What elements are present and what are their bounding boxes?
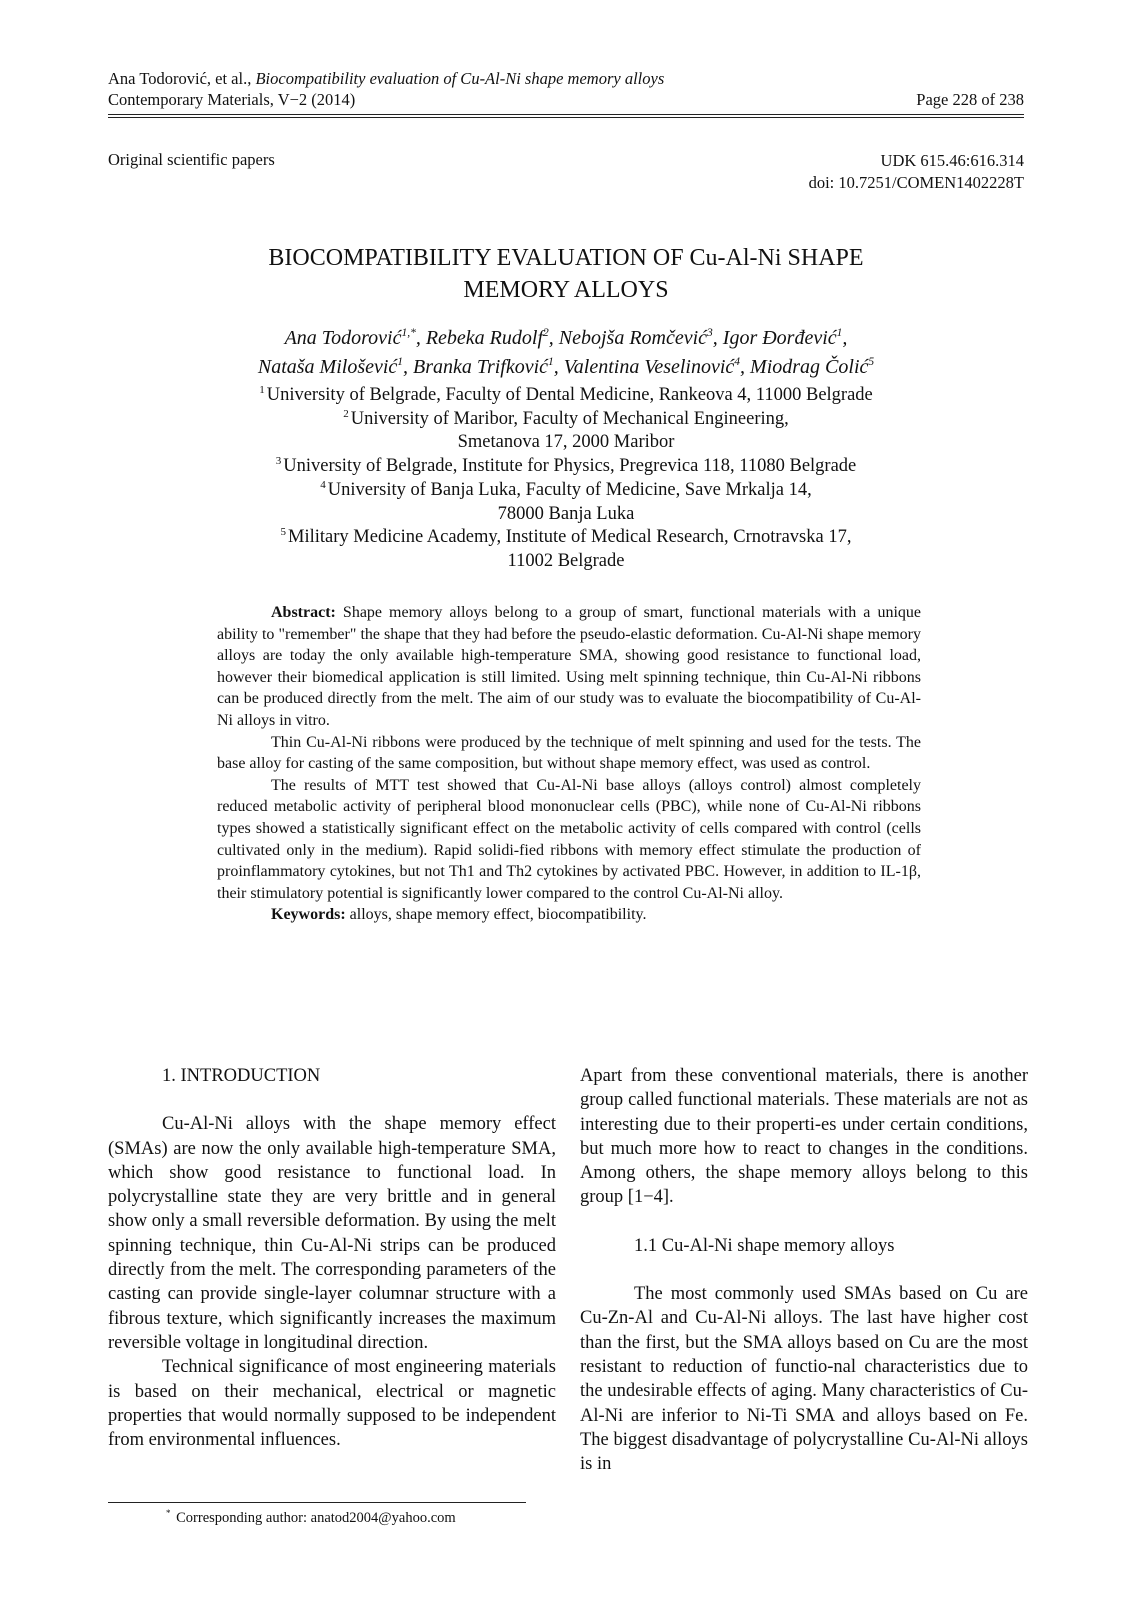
- author-name: Valentina Veselinović: [563, 356, 735, 378]
- body-paragraph: The most commonly used SMAs based on Cu are Cu-Zn-Al and Cu-Al-Ni alloys. The last have higher cost than the first, but the SMA alloys based on Cu are the most resistant to reduction of functio-nal characteristics due to the undesirable effects of aging. Many characteristics of Cu-Al-Ni are inferior to Ni-Ti SMA and alloys based on Fe. The biggest disadvantage of polycrystalline Cu-Al-Ni alloys is in: [580, 1284, 1028, 1475]
- author-affiliation-mark: 4: [734, 356, 741, 368]
- paper-identifiers: [809, 150, 1024, 194]
- header-rule-double: [108, 117, 1024, 118]
- body-column-left: [108, 1064, 556, 1452]
- subsection-heading: 1.1 Cu-Al-Ni shape memory alloys: [634, 1235, 895, 1256]
- author-name: Nebojša Romčević: [558, 327, 708, 349]
- affiliation-4-address: 78000 Banja Luka: [497, 503, 635, 524]
- paper-title: [160, 242, 972, 306]
- body-paragraph: Apart from these conventional materials, there is another group called functional materials. These materials are not as interesting due to their properti-es under certain conditions, but much more how to react to changes in the conditions. Among others, the shape memory alloys belong to this group [1−4].: [580, 1066, 1028, 1208]
- header-citation: [108, 68, 1024, 89]
- abstract-label: Abstract:: [271, 604, 336, 621]
- body-paragraph: Technical significance of most engineering materials is based on their mechanical, electrical or magnetic properties that would normally supposed to be independent from environmental influences.: [108, 1357, 556, 1451]
- author-affiliation-mark: 1: [836, 327, 843, 339]
- author-line-2: Nataša Milošević$^1$, Branka Trifković$^1$, Valentina Veselinović$^4$, Miodrag Čolić$^5$: [257, 356, 875, 378]
- abstract-paragraph-1: Abstract: Shape memory alloys belong to a group of smart, functional materials with a unique ability to "remember" the shape that they had before the pseudo-elastic deformation. Cu-Al-Ni shape memory alloys are today the only available high-temperature SMA, showing good resistance to functional load, however their biomedical application is still limited. Using melt spinning technique, thin Cu-Al-Ni ribbons can be produced directly from the melt. The aim of our study was to evaluate the biocompatibility of Cu-Al-Ni alloys in vitro.: [217, 604, 921, 729]
- affiliation-3: $^3$ University of Belgrade, Institute for Physics, Pregrevica 118, 11080 Belgrade: [275, 455, 857, 477]
- author-line-1: Ana Todorović$^{1,*}$, Rebeka Rudolf$^2$, Nebojša Romčević$^3$, Igor Đorđević$^1$,: [284, 327, 848, 349]
- keywords: Keywords: alloys, shape memory effect, biocompatibility.: [271, 906, 647, 924]
- affiliation-2-address: Smetanova 17, 2000 Maribor: [457, 432, 675, 453]
- author-affiliation-mark: 1: [397, 356, 404, 368]
- author-list: [140, 324, 992, 382]
- udk-code: UDK 615.46:616.314: [880, 151, 1024, 170]
- body-paragraph: Cu-Al-Ni alloys with the shape memory effect (SMAs) are now the only available high-temperature SMA, which show good resistance to functional load. In polycrystalline state they are very brittle and in general show only a small reversible deformation. By using the melt spinning technique, thin Cu-Al-Ni strips can be produced directly from the melt. The corresponding parameters of the casting can provide single-layer columnar structure with a fibrous texture, which significantly increases the maximum reversible voltage in longitudinal direction.: [108, 1114, 556, 1353]
- affiliation-2: $^2$ University of Maribor, Faculty of Mechanical Engineering,: [343, 407, 789, 429]
- header-rule: [108, 114, 1024, 115]
- author-name: Branka Trifković: [413, 356, 549, 378]
- author-name: Nataša Milošević: [257, 356, 398, 378]
- header-short-title: Biocompatibility evaluation of Cu-Al-Ni shape memory alloys: [255, 69, 665, 88]
- header-authors: Ana Todorović, et al.,: [108, 69, 256, 88]
- author-affiliation-mark: 3: [707, 327, 713, 339]
- abstract-paragraph-2: Thin Cu-Al-Ni ribbons were produced by the technique of melt spinning and used for the tests. The base alloy for casting of the same composition, but without shape memory effect, was used as control.: [217, 733, 921, 773]
- running-header: [108, 68, 1024, 110]
- keywords-label: Keywords:: [271, 906, 346, 924]
- author-affiliation-mark: 5: [868, 356, 875, 368]
- affiliation-5-address: 11002 Belgrade: [507, 550, 625, 571]
- author-name: Igor Đorđević: [722, 327, 837, 349]
- footnote-corresponding-author: * Corresponding author: anatod2004@yahoo.com: [166, 1508, 456, 1526]
- header-page-number: Page 228 of 238: [916, 90, 1024, 109]
- footnote-mark: *: [166, 1508, 171, 1518]
- body-column-right: [580, 1064, 1028, 1476]
- author-name: Ana Todorović: [284, 327, 402, 349]
- author-name: Miodrag Čolić: [750, 356, 869, 378]
- section-heading-introduction: 1. INTRODUCTION: [162, 1066, 321, 1086]
- author-name: Rebeka Rudolf: [425, 327, 544, 349]
- abstract-paragraph-3: The results of MTT test showed that Cu-Al-Ni base alloys (alloys control) almost completely reduced metabolic activity of peripheral blood mononuclear cells (PBC), while none of Cu-Al-Ni ribbons types showed a statistically significant effect on the metabolic activity of cells compared with control (cells cultivated only in the medium). Rapid solidi-fied ribbons with memory effect stimulate the production of proinflammatory cytokines, but not Th1 and Th2 cytokines by activated PBC. However, in addition to IL-1β, their stimulatory potential is significantly lower compared to the control Cu-Al-Ni alloy.: [217, 776, 921, 902]
- affiliation-4: $^4$ University of Banja Luka, Faculty of Medicine, Save Mrkalja 14,: [320, 478, 812, 500]
- abstract: [217, 602, 921, 926]
- header-journal-line: [108, 89, 1024, 110]
- doi[interactable]: doi: 10.7251/COMEN1402228T: [808, 173, 1024, 192]
- author-affiliation-mark: 1,*: [401, 327, 416, 339]
- title-line-2: MEMORY ALLOYS: [463, 277, 669, 303]
- footnote-rule: [108, 1502, 526, 1503]
- author-affiliation-mark: 2: [543, 327, 549, 339]
- affiliation-1: $^1$ University of Belgrade, Faculty of Dental Medicine, Rankeova 4, 11000 Belgrade: [259, 384, 873, 405]
- header-journal: Contemporary Materials, V−2 (2014): [108, 90, 356, 109]
- author-affiliation-mark: 1: [548, 356, 554, 368]
- paper-type: Original scientific papers: [108, 150, 275, 169]
- title-line-1: BIOCOMPATIBILITY EVALUATION OF Cu-Al-Ni SHAPE: [268, 245, 864, 271]
- affiliation-list: [140, 384, 992, 574]
- affiliation-5: $^5$ Military Medicine Academy, Institute of Medical Research, Crnotravska 17,: [280, 526, 852, 548]
